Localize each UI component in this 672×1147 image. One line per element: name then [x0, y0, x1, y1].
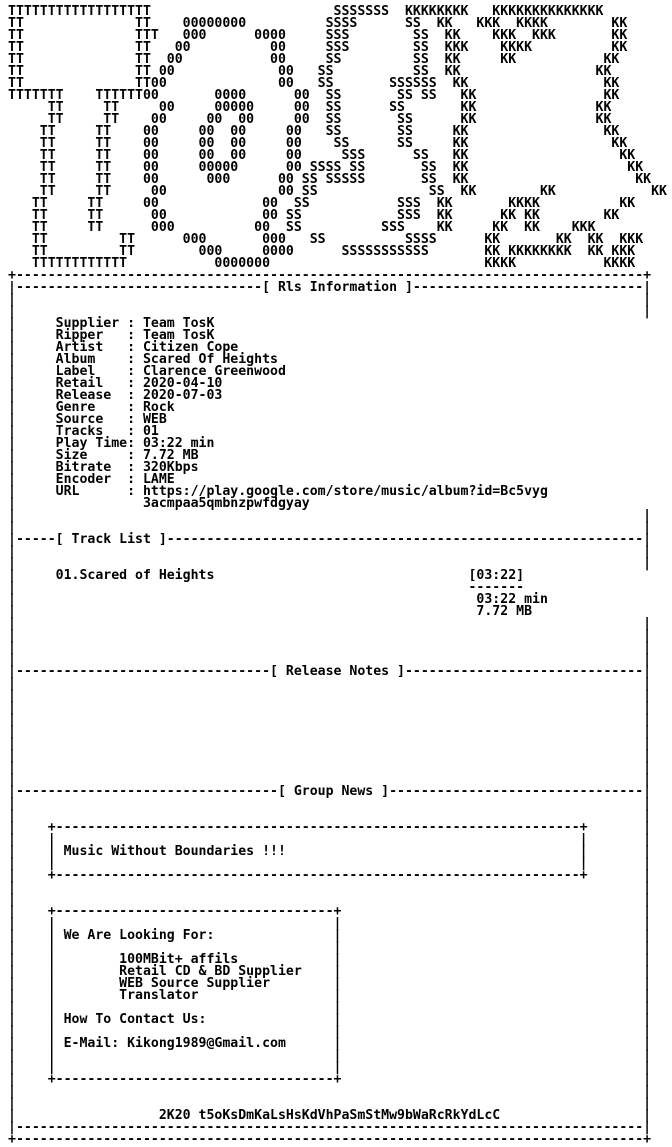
nfo-line: |-------------------------------[ Rls Information ]-----------------------------|: [8, 280, 652, 295]
nfo-line: | |: [8, 508, 652, 523]
nfo-line: | Genre : Rock: [8, 400, 175, 415]
nfo-line: | |: [8, 760, 652, 775]
nfo-line: | |: [8, 520, 652, 535]
nfo-line: | 01.Scared of Heights [03:22]: [8, 568, 525, 583]
nfo-line: | | 100MBit+ affils | |: [8, 952, 652, 967]
nfo-line: | |: [8, 556, 652, 571]
nfo-line: | |: [8, 712, 652, 727]
nfo-line: | Label : Clarence Greenwood: [8, 364, 286, 379]
nfo-line: TT TT 00 00 00 00 SS SS KK KK: [8, 112, 612, 127]
nfo-line: | | Music Without Boundaries !!! | |: [8, 844, 652, 859]
nfo-line: | | | |: [8, 1048, 652, 1063]
nfo-line: TT TT 000 0000 SSSSSSSSSSS KK KKKKKKKK KK KKK: [8, 244, 636, 259]
nfo-line: TT TT00 00 SS SSSSSS KK KK: [8, 76, 620, 91]
nfo-line: | +-----------------------------------+ |: [8, 1072, 652, 1087]
nfo-line: TT TT 000 00 SS SSS KK KK KK KKK: [8, 220, 596, 235]
nfo-line: | Ripper : Team TosK: [8, 328, 215, 343]
nfo-line: | |: [8, 292, 652, 307]
nfo-line: | |: [8, 616, 652, 631]
nfo-line: TTTTTTTTTTTT 0000000 KKKK KKKK: [8, 256, 636, 271]
nfo-line: | |: [8, 628, 652, 643]
nfo-line: TT TT 00 00 SSS SS KKK KKKK KK: [8, 40, 628, 55]
nfo-line: |-------------------------------------------------------------------------------|: [8, 1120, 652, 1135]
nfo-line: | | WEB Source Supplier | |: [8, 976, 652, 991]
nfo-line: | Bitrate : 320Kbps: [8, 460, 199, 475]
nfo-line: TT TT 00 00 SS SSS KK KKKK KK: [8, 196, 636, 211]
nfo-line: | Album : Scared Of Heights: [8, 352, 278, 367]
nfo-line: TT TT 00 00000 00 SSSS SS SS KK KK: [8, 160, 644, 175]
nfo-line: +-------------------------------------------------------------------------------+: [8, 1132, 652, 1147]
nfo-line: | Artist : Citizen Cope: [8, 340, 239, 355]
nfo-line: | |: [8, 796, 652, 811]
nfo-line: TT TT 00 00 00 00 SS SS KK KK: [8, 124, 620, 139]
nfo-line: | |: [8, 304, 652, 319]
nfo-line: | | | |: [8, 940, 652, 955]
nfo-line: | Release : 2020-07-03: [8, 388, 223, 403]
nfo-line: | |: [8, 544, 652, 559]
nfo-line: | | Translator | |: [8, 988, 652, 1003]
nfo-line: TTTTTTT TTTTTT00 0000 00 SS SS SS KK KK: [8, 88, 620, 103]
nfo-line: |-----[ Track List ]------------------------------------------------------------|: [8, 532, 652, 547]
nfo-line: | |: [8, 700, 652, 715]
nfo-line: | | Retail CD & BD Supplier | |: [8, 964, 652, 979]
nfo-line: TT TT 00 00 SS SS KK KK KK: [8, 52, 620, 67]
nfo-line: | Size : 7.72 MB: [8, 448, 199, 463]
nfo-line: TT TT 000 000 SS SSSS KK KK KK KKK: [8, 232, 644, 247]
nfo-line: | |: [8, 724, 652, 739]
nfo-line: TTTTTTTTTTTTTTTTTT SSSSSSS KKKKKKKK KKKKKKKKKKKKKK: [8, 4, 604, 19]
nfo-line: | |: [8, 676, 652, 691]
nfo-line: | Encoder : LAME: [8, 472, 175, 487]
nfo-line: | | | |: [8, 1000, 652, 1015]
nfo-line: | | | |: [8, 1060, 652, 1075]
nfo-line: | | | |: [8, 1024, 652, 1039]
nfo-line: | 7.72 MB: [8, 604, 533, 619]
nfo-line: | Supplier : Team TosK: [8, 316, 215, 331]
nfo-line: | Tracks : 01: [8, 424, 159, 439]
nfo-line: | 2K20 t5oKsDmKaLsHsKdVhPaSmStMw9bWaRcRkYdLcC |: [8, 1108, 652, 1123]
nfo-line: TT TT 00 00 SS SS KK KK KK: [8, 184, 667, 199]
nfo-line: | |: [8, 688, 652, 703]
nfo-line: TT TT 00 00 SS SS KK KK: [8, 64, 612, 79]
nfo-line: TT TT 00 000 00 SS SSSSS SS KK KK: [8, 172, 652, 187]
nfo-line: | | We Are Looking For: | |: [8, 928, 652, 943]
nfo-line: | |: [8, 748, 652, 763]
nfo-line: |---------------------------------[ Group News ]--------------------------------|: [8, 784, 652, 799]
nfo-line: | Source : WEB: [8, 412, 167, 427]
nfo-line: | +-----------------------------------+ |: [8, 904, 652, 919]
nfo-line: | |: [8, 736, 652, 751]
nfo-line: | | E-Mail: Kikong1989@Gmail.com | |: [8, 1036, 652, 1051]
nfo-line: TT TT 00000000 SSSS SS KK KKK KKKK KK: [8, 16, 628, 31]
nfo-line: | 03:22 min: [8, 592, 548, 607]
nfo-line: | -------: [8, 580, 525, 595]
nfo-line: | |: [8, 1084, 652, 1099]
nfo-line: | | | |: [8, 856, 652, 871]
nfo-line: | |: [8, 892, 652, 907]
nfo-line: | +------------------------------------------------------------------+ |: [8, 820, 652, 835]
nfo-line: TT TT 00 00 00 00 SSS SS KK KK: [8, 148, 636, 163]
nfo-line: | | How To Contact Us: | |: [8, 1012, 652, 1027]
nfo-line: +-------------------------------------------------------------------------------+: [8, 268, 652, 283]
nfo-line: | 3acmpaa5qmbnzpwfdgyay: [8, 496, 310, 511]
nfo-line: | | | |: [8, 832, 652, 847]
nfo-line: | |: [8, 808, 652, 823]
nfo-line: | Retail : 2020-04-10: [8, 376, 223, 391]
nfo-line: |--------------------------------[ Release Notes ]------------------------------|: [8, 664, 652, 679]
nfo-line: | +------------------------------------------------------------------+ |: [8, 868, 652, 883]
nfo-line: | |: [8, 1096, 652, 1111]
nfo-line: | |: [8, 652, 652, 667]
nfo-line: | |: [8, 880, 652, 895]
nfo-line: TT TT 00 00 00 00 SS SS KK KK: [8, 136, 628, 151]
nfo-line: | URL : https://play.google.com/store/music/album?id=Bc5vyg: [8, 484, 548, 499]
nfo-line: | | | |: [8, 916, 652, 931]
nfo-line: TT TT 00 00 SS SSS KK KK KK KK: [8, 208, 620, 223]
nfo-line: | Play Time: 03:22 min: [8, 436, 215, 451]
nfo-line: | |: [8, 640, 652, 655]
nfo-line: TT TT 00 00000 00 SS SS KK KK: [8, 100, 612, 115]
nfo-line: | |: [8, 772, 652, 787]
nfo-line: TT TTT 000 0000 SSS SS KK KKK KKK KK: [8, 28, 628, 43]
